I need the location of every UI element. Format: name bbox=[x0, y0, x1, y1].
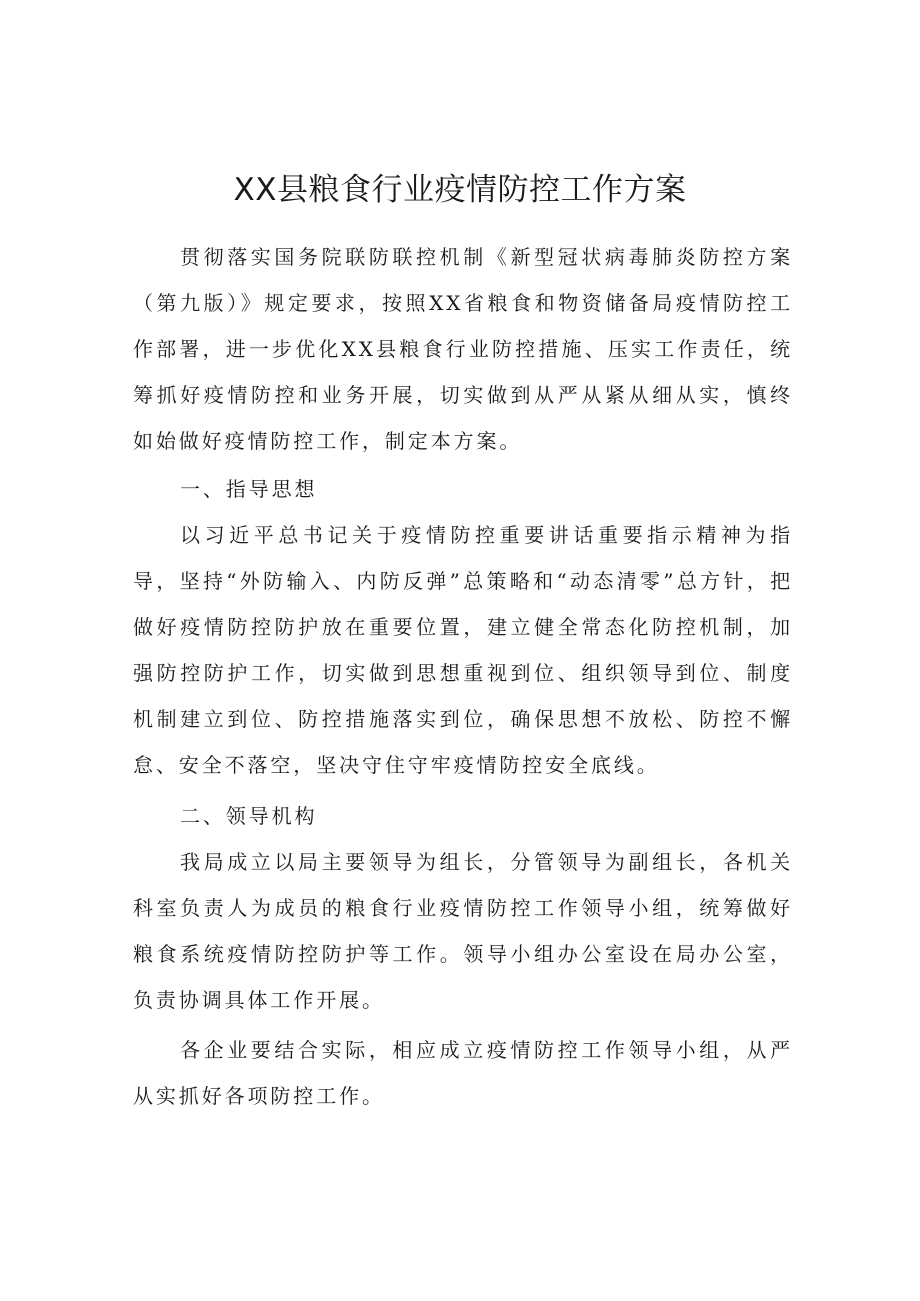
section-heading-guiding-ideology: 一、指导思想 bbox=[180, 477, 318, 501]
intro-paragraph: 贯彻落实国务院联防联控机制《新型冠状病毒肺炎防控方案（第九版）》规定要求，按照XX省粮食和物资储备局疫情防控工作部署，进一步优化XX县粮食行业防控措施、压实工作责任，统筹抓好疫情防控和业务开展，切实做到从严从紧从细从实，慎终如始做好疫情防控工作，制定本方案。 bbox=[133, 245, 793, 453]
guiding-ideology-paragraph: 以习近平总书记关于疫情防控重要讲话重要指示精神为指导，坚持“外防输入、内防反弹”总策略和“动态清零”总方针，把做好疫情防控防护放在重要位置，建立健全常态化防控机制，加强防控防护工作，切实做到思想重视到位、组织领导到位、制度机制建立到位、防控措施落实到位，确保思想不放松、防控不懈怠、安全不落空，坚决守住守牢疫情防控安全底线。 bbox=[133, 523, 793, 777]
document-title: XX县粮食行业疫情防控工作方案 bbox=[233, 172, 687, 208]
leadership-paragraph-2: 各企业要结合实际，相应成立疫情防控工作领导小组，从严从实抓好各项防控工作。 bbox=[133, 1038, 793, 1108]
section-heading-leadership: 二、领导机构 bbox=[180, 804, 318, 828]
leadership-paragraph-1: 我局成立以局主要领导为组长，分管领导为副组长，各机关科室负责人为成员的粮食行业疫情防控工作领导小组，统筹做好粮食系统疫情防控防护等工作。领导小组办公室设在局办公室，负责协调具体工作开展。 bbox=[133, 850, 793, 1012]
